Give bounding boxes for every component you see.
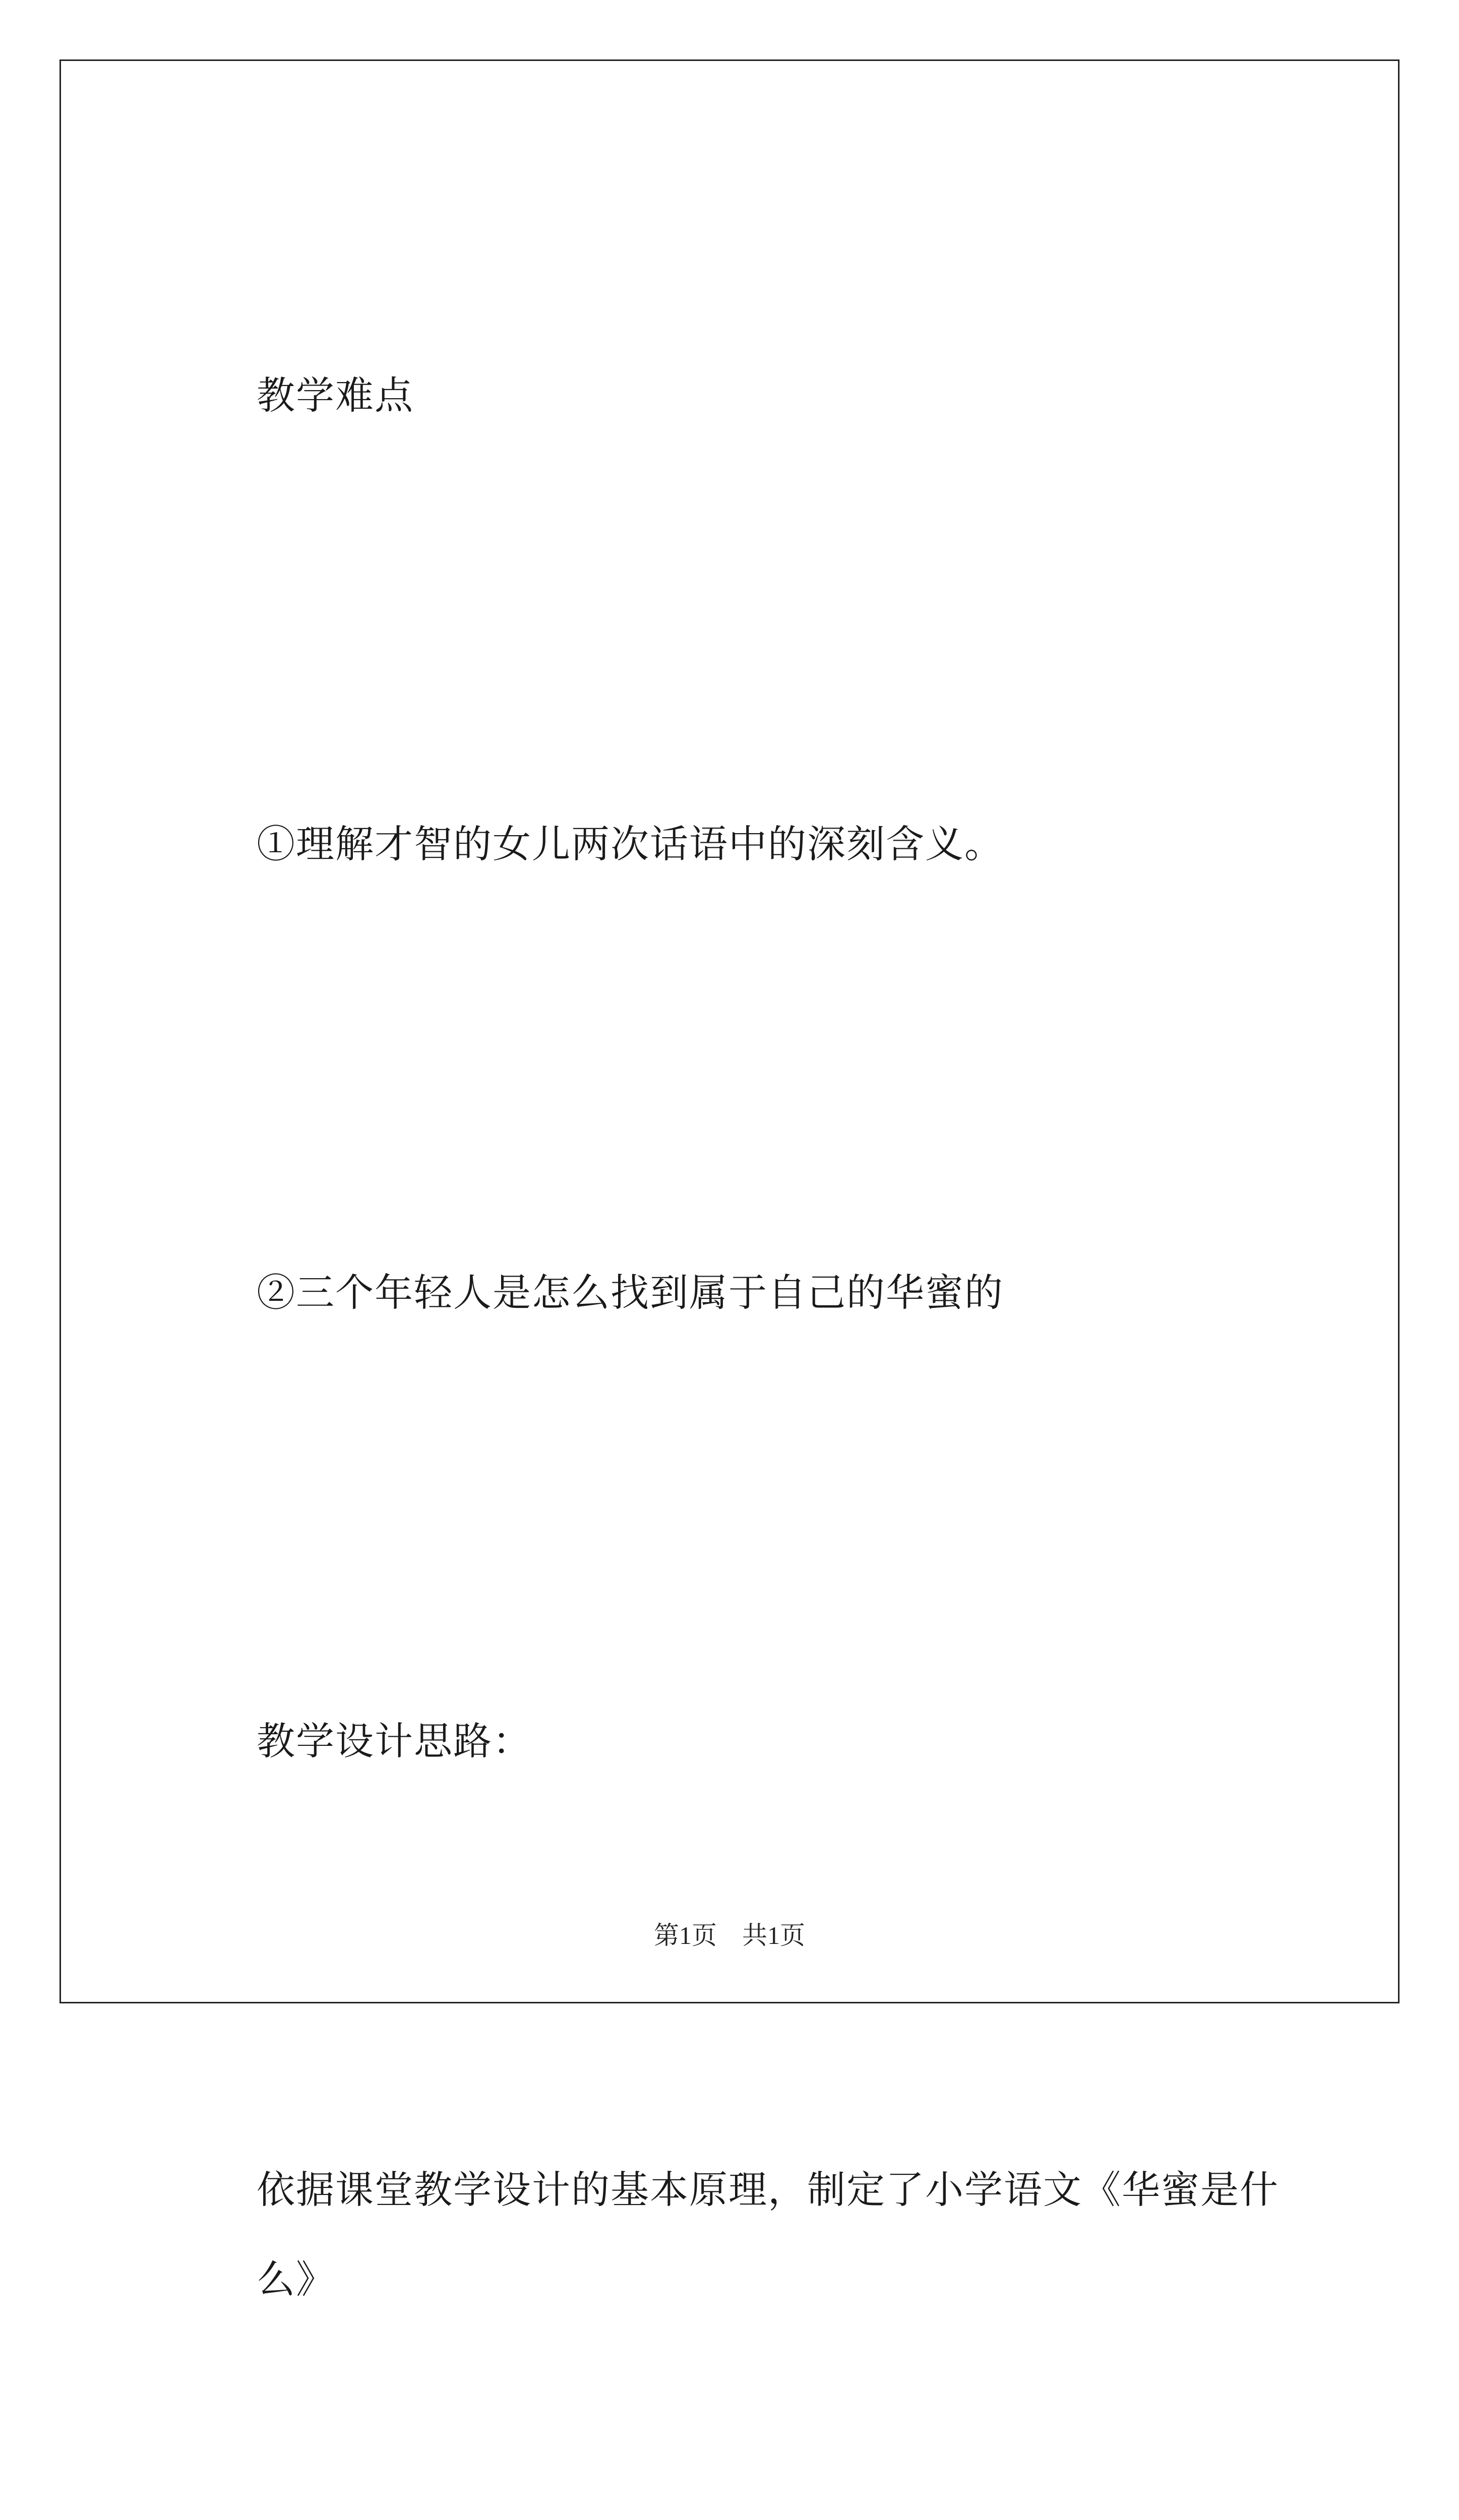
section-heading-design: 教学设计思路： — [257, 1719, 532, 1763]
difficulty-item-1: ①理解才智的女儿两次话语中的深刻含义。 — [257, 822, 1004, 866]
section-heading-difficulties: 教学难点 — [257, 373, 414, 418]
text-line — [180, 2504, 1279, 2520]
page-number-current: 第1页 — [654, 1921, 717, 1949]
page-footer — [0, 1915, 1459, 1951]
text-line: 依据课堂教学设计的基本原理，制定了小学语文《华蜜是什么》 — [257, 2167, 1279, 2302]
design-paragraph — [180, 1966, 1279, 2520]
document-body — [180, 171, 1279, 2520]
page-number-total: 共1页 — [742, 1921, 805, 1949]
difficulty-item-2: ②三个年轻人是怎么找到属于自己的华蜜的 — [257, 1270, 1004, 1315]
